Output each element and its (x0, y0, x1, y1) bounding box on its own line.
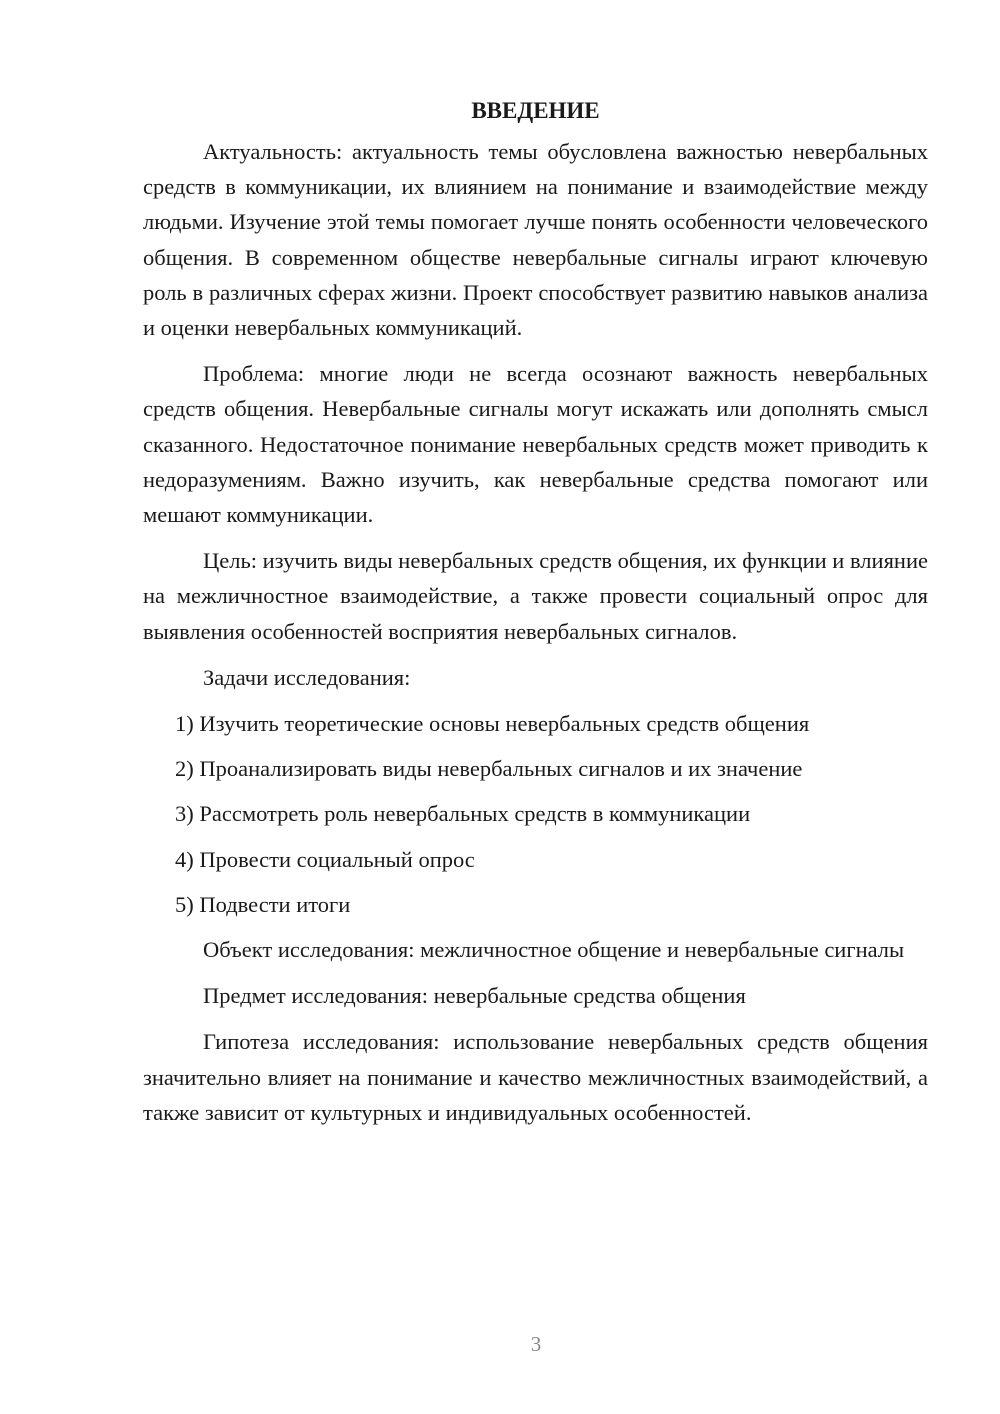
task-item-2: 2) Проанализировать виды невербальных сигналов и их значение (175, 756, 803, 782)
task-item-4: 4) Провести социальный опрос (175, 846, 475, 872)
hypothesis-paragraph: Гипотеза исследования: использование невербальных средств общения значительно влияет на понимание и качество межличностных взаимодействий, а также зависит от культурных и индивидуальных особенностей. (143, 1029, 928, 1125)
problem-paragraph: Проблема: многие люди не всегда осознают важность невербальных средств общения. Невербальные сигналы могут искажать или дополнять смысл сказанного. Недостаточное понимание невербальных средств может приводить к недоразумениям. Важно изучить, как невербальные средства помогают или мешают коммуникации. (143, 361, 928, 528)
task-item-1: 1) Изучить теоретические основы невербальных средств общения (175, 711, 810, 737)
page-number: 3 (530, 1332, 542, 1356)
tasks-list (143, 706, 928, 922)
task-item-3: 3) Рассмотреть роль невербальных средств в коммуникации (175, 801, 751, 827)
document-page (143, 96, 928, 1141)
tasks-heading: Задачи исследования: (203, 664, 411, 690)
page-title: ВВЕДЕНИЕ (471, 98, 600, 123)
subject-paragraph: Предмет исследования: невербальные средства общения (203, 983, 746, 1009)
task-item-5: 5) Подвести итоги (175, 891, 351, 917)
goal-paragraph: Цель: изучить виды невербальных средств общения, их функции и влияние на межличностное взаимодействие, а также провести социальный опрос для выявления особенностей восприятия невербальных сигналов. (143, 548, 928, 644)
relevance-paragraph: Актуальность: актуальность темы обусловлена важностью невербальных средств в коммуникации, их влиянием на понимание и взаимодействие между людьми. Изучение этой темы помогает лучше понять особенности человеческого общения. В современном обществе невербальные сигналы играют ключевую роль в различных сферах жизни. Проект способствует развитию навыков анализа и оценки невербальных коммуникаций. (143, 139, 928, 341)
object-paragraph: Объект исследования: межличностное общение и невербальные сигналы (203, 937, 905, 963)
